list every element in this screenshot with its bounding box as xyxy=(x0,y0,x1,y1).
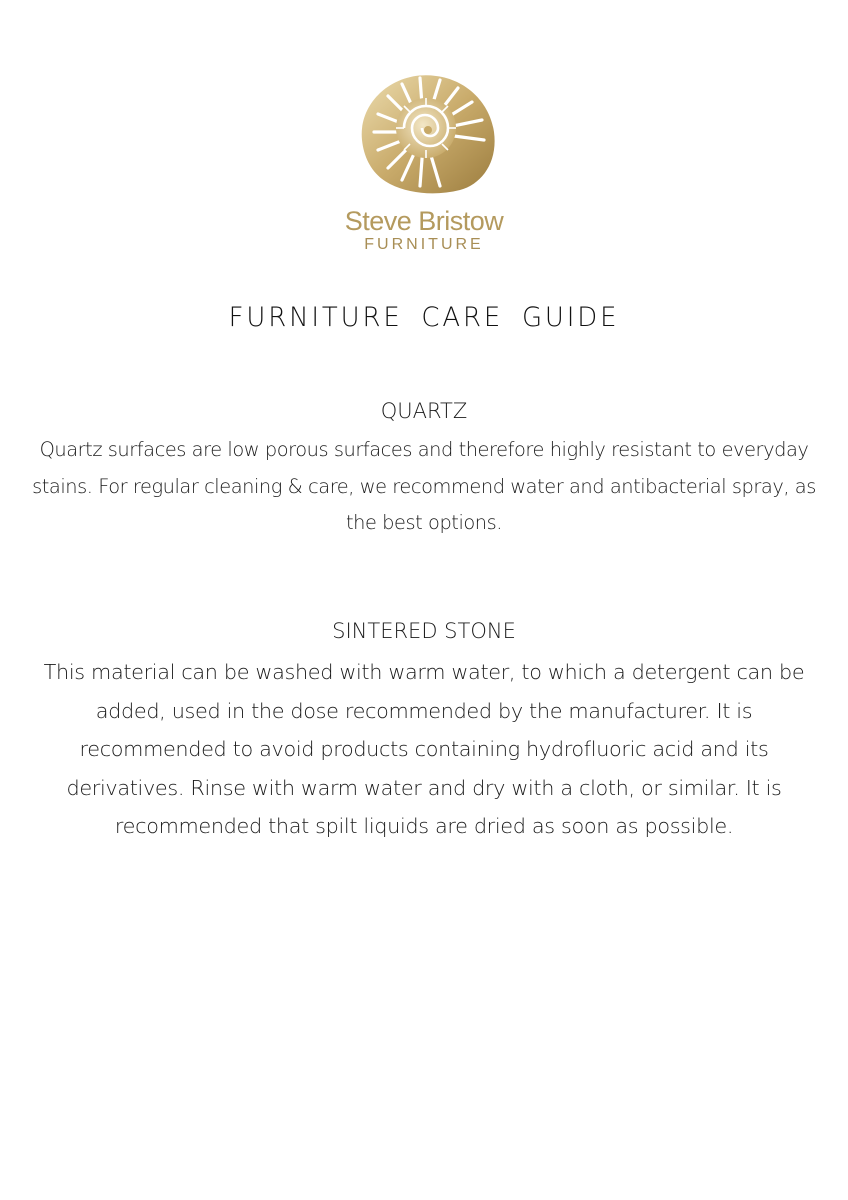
brand-subtitle: FURNITURE xyxy=(364,236,484,253)
section-body: Quartz surfaces are low porous surfaces and therefore highly resistant to everyday stains. For regular cleaning & care, we recommend water and antibacterial spray, as the best options. xyxy=(32,438,816,535)
brand-name: Steve Bristow xyxy=(344,206,504,236)
section-body: This material can be washed with warm water, to which a detergent can be added, used in the dose recommended by the manufacturer. It is recommended to avoid products containing hydrofluoric acid and its derivatives. Rinse with warm water and dry with a cloth, or similar. It is recommended that spilt liquids are dried as soon as possible. xyxy=(43,660,805,838)
section-quartz xyxy=(20,396,828,542)
section-heading: QUARTZ xyxy=(380,399,468,423)
section-heading: SINTERED STONE xyxy=(332,619,516,643)
section-sintered-stone xyxy=(20,616,828,846)
page-title: FURNITURE CARE GUIDE xyxy=(228,302,620,334)
